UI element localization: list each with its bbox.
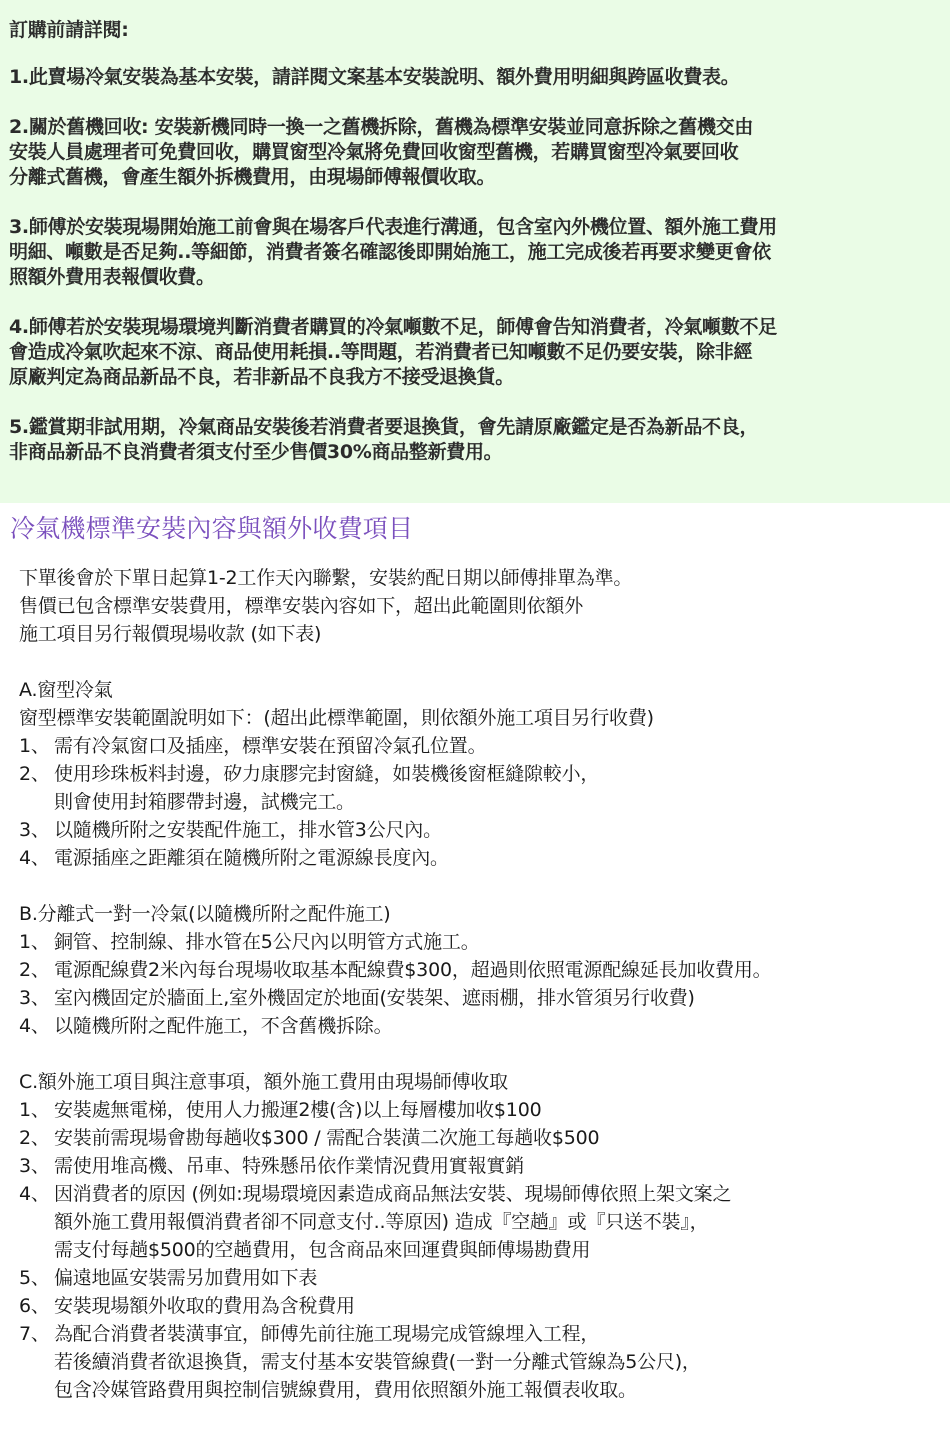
list-item	[19, 1180, 944, 1208]
pre-order-notice	[0, 0, 950, 503]
notice-line: 5.鑑賞期非試用期，冷氣商品安裝後若消費者要退換貨，會先請原廠鑑定是否為新品不良，	[9, 416, 759, 438]
item-text: 銅管、控制線、排水管在5公尺內以明管方式施工。	[54, 931, 480, 953]
item-number: 2、	[19, 763, 50, 785]
item-text-continued: 包含冷媒管路費用與控制信號線費用，費用依照額外施工報價表收取。	[54, 1379, 637, 1401]
list-item	[19, 928, 944, 956]
item-number: 2、	[19, 1127, 50, 1149]
intro-line: 下單後會於下單日起算1-2工作天內聯繫，安裝約配日期以師傅排單為準。	[19, 567, 633, 589]
item-text: 以隨機所附之安裝配件施工，排水管3公尺內。	[54, 819, 442, 841]
item-text: 電源插座之距離須在隨機所附之電源線長度內。	[54, 847, 449, 869]
item-text-continued: 則會使用封箱膠帶封邊，試機完工。	[54, 791, 355, 813]
list-item	[19, 1152, 944, 1180]
list-item	[19, 816, 944, 844]
list-item	[19, 984, 944, 1012]
item-number: 4、	[19, 1183, 50, 1205]
list-item	[19, 760, 944, 788]
notice-line: 原廠判定為商品新品不良，若非新品不良我方不接受退換貨。	[9, 366, 514, 388]
list-item	[19, 844, 944, 872]
intro-line: 售價已包含標準安裝費用，標準安裝內容如下，超出此範圍則依額外	[19, 595, 584, 617]
notice-paragraph-3	[9, 215, 942, 290]
item-text: 以隨機所附之配件施工，不含舊機拆除。	[54, 1015, 393, 1037]
item-text: 因消費者的原因 (例如:現場環境因素造成商品無法安裝、現場師傅依照上架文案之	[54, 1183, 732, 1205]
item-text: 為配合消費者裝潢事宜，師傅先前往施工現場完成管線埋入工程，	[54, 1323, 600, 1345]
item-text-continued: 若後續消費者欲退換貨，需支付基本安裝管線費(一對一分離式管線為5公尺)，	[54, 1351, 701, 1373]
notice-line: 分離式舊機，會產生額外拆機費用，由現場師傅報價收取。	[9, 166, 496, 188]
item-number: 3、	[19, 1155, 50, 1177]
section-c-title: C.額外施工項目與注意事項，額外施工費用由現場師傅收取	[19, 1071, 508, 1093]
notice-line: 3.師傅於安裝現場開始施工前會與在場客戶代表進行溝通，包含室內外機位置、額外施工費用	[9, 216, 777, 238]
notice-line: 4.師傅若於安裝現場環境判斷消費者購買的冷氣噸數不足，師傅會告知消費者，冷氣噸數不足	[9, 316, 777, 338]
notice-line: 照額外費用表報價收費。	[9, 266, 215, 288]
item-number: 5、	[19, 1267, 50, 1289]
notice-line: 2.關於舊機回收: 安裝新機同時一換一之舊機拆除，舊機為標準安裝並同意拆除之舊機交由	[9, 116, 754, 138]
item-number: 7、	[19, 1323, 50, 1345]
item-number: 3、	[19, 987, 50, 1009]
notice-paragraph-5	[9, 415, 942, 465]
notice-heading: 訂購前請詳閱:	[9, 19, 129, 41]
list-item	[19, 732, 944, 760]
item-text: 需使用堆高機、吊車、特殊懸吊依作業情況費用實報實銷	[54, 1155, 525, 1177]
list-item	[19, 1320, 944, 1348]
item-text: 安裝前需現場會勘每趟收$300 / 需配合裝潢二次施工每趟收$500	[54, 1127, 600, 1149]
intro-line: 施工項目另行報價現場收款 (如下表)	[19, 623, 322, 645]
notice-paragraph-2	[9, 115, 942, 190]
section-title: 冷氣機標準安裝內容與額外收費項目	[10, 514, 414, 543]
section-a-title: A.窗型冷氣	[19, 679, 113, 701]
item-number: 4、	[19, 847, 50, 869]
item-text-continued: 需支付每趟$500的空趟費用，包含商品來回運費與師傅場勘費用	[54, 1239, 591, 1261]
section-a-subtitle: 窗型標準安裝範圍說明如下：(超出此標準範圍，則依額外施工項目另行收費)	[19, 707, 654, 729]
item-text: 安裝處無電梯，使用人力搬運2樓(含)以上每層樓加收$100	[54, 1099, 542, 1121]
installation-content	[19, 564, 944, 1404]
item-number: 1、	[19, 931, 50, 953]
item-text: 偏遠地區安裝需另加費用如下表	[54, 1267, 318, 1289]
notice-line: 安裝人員處理者可免費回收，購買窗型冷氣將免費回收窗型舊機，若購買窗型冷氣要回收	[9, 141, 739, 163]
list-item	[19, 1096, 944, 1124]
item-number: 2、	[19, 959, 50, 981]
item-number: 3、	[19, 819, 50, 841]
list-item	[19, 1124, 944, 1152]
section-b-title: B.分離式一對一冷氣(以隨機所附之配件施工)	[19, 903, 391, 925]
list-item	[19, 1012, 944, 1040]
list-item	[19, 1292, 944, 1320]
list-item	[19, 1264, 944, 1292]
notice-line: 明細、噸數是否足夠..等細節，消費者簽名確認後即開始施工，施工完成後若再要求變更會依	[9, 241, 771, 263]
item-number: 1、	[19, 1099, 50, 1121]
item-text: 電源配線費2米內每台現場收取基本配線費$300，超過則依照電源配線延長加收費用。	[54, 959, 772, 981]
item-text: 安裝現場額外收取的費用為含稅費用	[54, 1295, 355, 1317]
item-number: 1、	[19, 735, 50, 757]
list-item	[19, 956, 944, 984]
item-number: 4、	[19, 1015, 50, 1037]
item-text: 使用珍珠板料封邊，矽力康膠完封窗縫，如裝機後窗框縫隙較小，	[54, 763, 600, 785]
notice-paragraph-1	[9, 65, 942, 90]
item-text-continued: 額外施工費用報價消費者卻不同意支付..等原因) 造成『空趟』或『只送不裝』，	[54, 1211, 709, 1233]
item-text: 室內機固定於牆面上,室外機固定於地面(安裝架、遮雨棚，排水管須另行收費)	[54, 987, 695, 1009]
notice-line: 1.此賣場冷氣安裝為基本安裝，請詳閱文案基本安裝說明、額外費用明細與跨區收費表。	[9, 66, 740, 88]
notice-line: 會造成冷氣吹起來不涼、商品使用耗損..等問題，若消費者已知噸數不足仍要安裝，除非經	[9, 341, 753, 363]
notice-paragraph-4	[9, 315, 942, 390]
item-number: 6、	[19, 1295, 50, 1317]
item-text: 需有冷氣窗口及插座，標準安裝在預留冷氣孔位置。	[54, 735, 487, 757]
notice-line: 非商品新品不良消費者須支付至少售價30%商品整新費用。	[9, 441, 503, 463]
